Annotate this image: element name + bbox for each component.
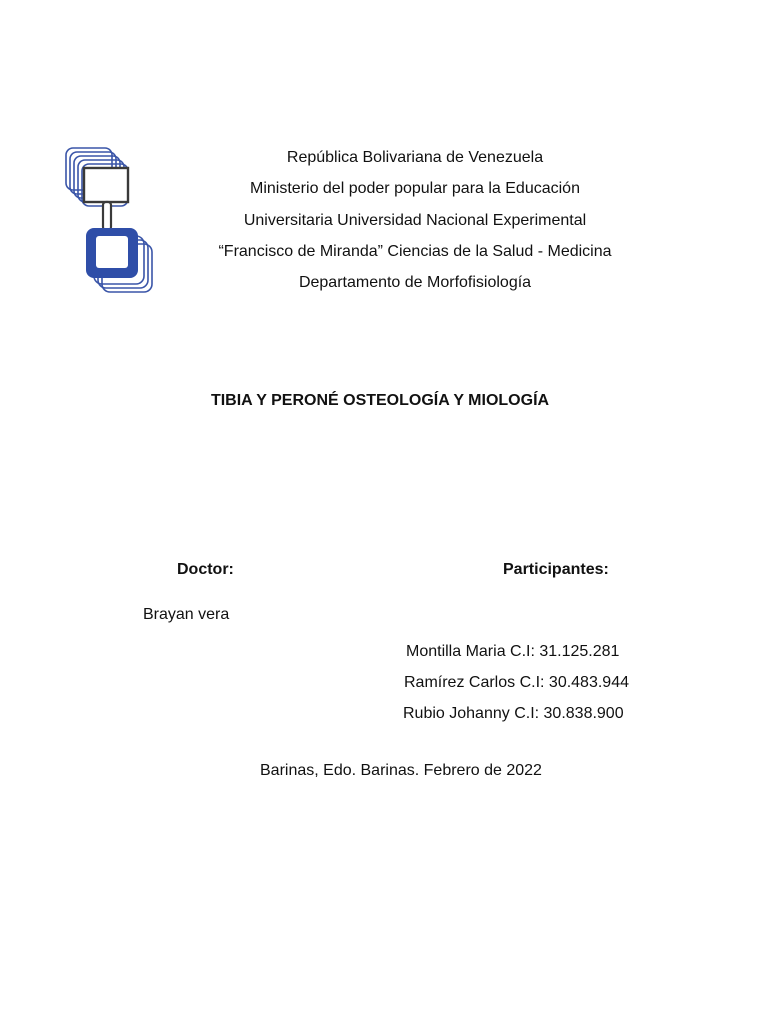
participants-list [400, 636, 660, 729]
document-title: TIBIA Y PERONÉ OSTEOLOGÍA Y MIOLOGÍA [210, 392, 550, 409]
participant-item: Montilla Maria C.I: 31.125.281 [406, 643, 620, 660]
place-and-date: Barinas, Edo. Barinas. Febrero de 2022 [260, 762, 542, 779]
doctor-name: Brayan vera [143, 606, 230, 623]
header-line: Universitaria Universidad Nacional Experimental [243, 211, 587, 229]
header-line: “Francisco de Miranda” Ciencias de la Salud - Medicina [218, 242, 612, 260]
header-line: Departamento de Morfofisiología [298, 274, 532, 292]
university-chain-logo-icon [62, 144, 154, 294]
header-line: Ministerio del poder popular para la Educación [250, 180, 580, 198]
participant-item: Ramírez Carlos C.I: 30.483.944 [404, 674, 629, 691]
doctor-label: Doctor: [177, 561, 234, 578]
participant-item: Rubio Johanny C.I: 30.838.900 [403, 705, 624, 722]
header-line: República Bolivariana de Venezuela [286, 149, 544, 166]
participants-label: Participantes: [503, 561, 609, 578]
institution-header [170, 142, 660, 298]
